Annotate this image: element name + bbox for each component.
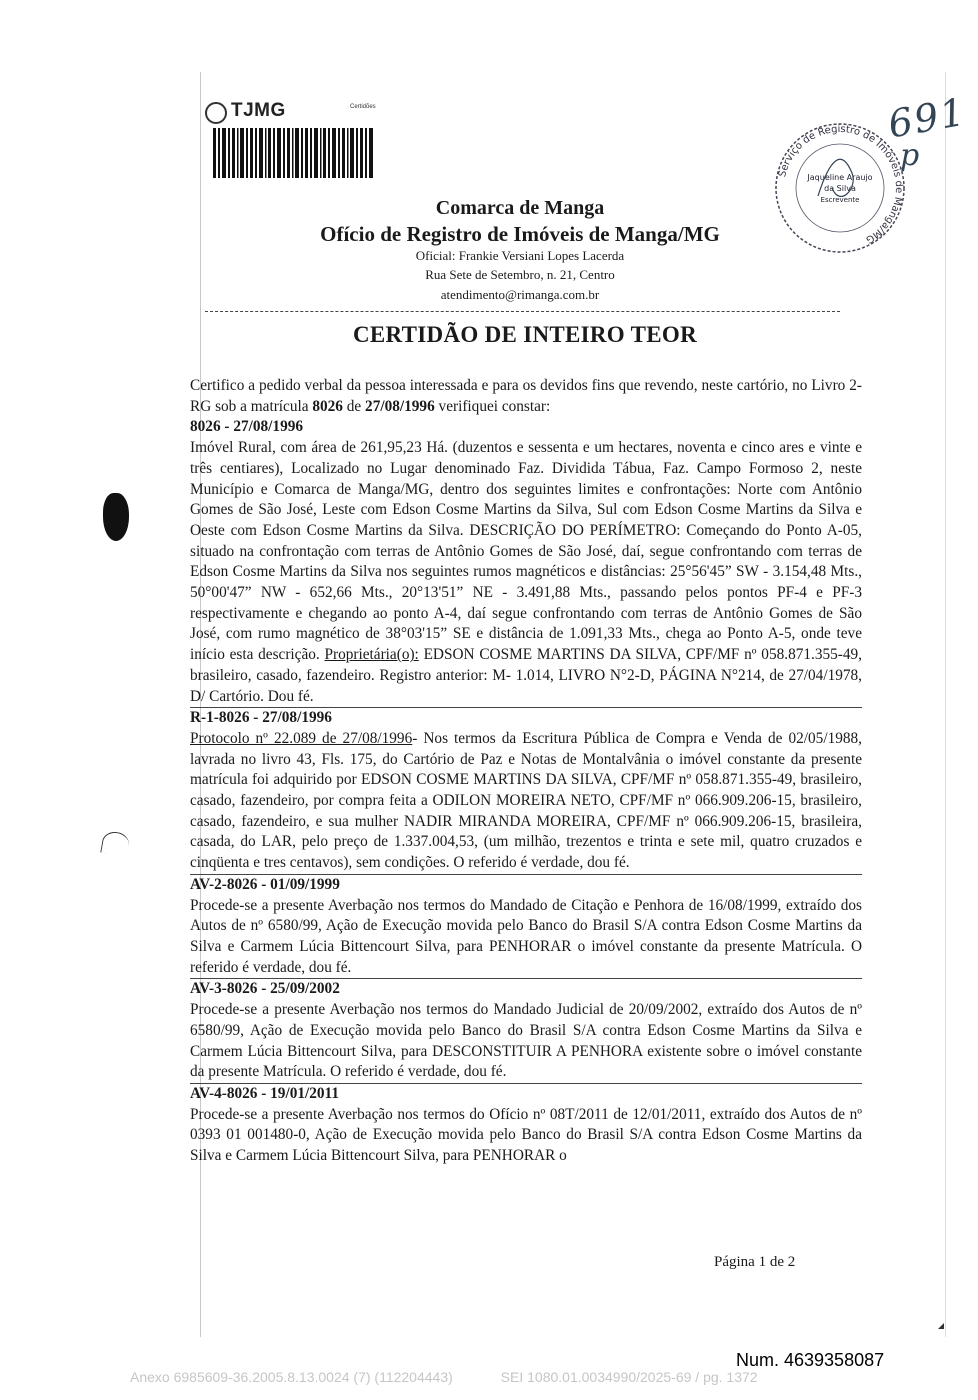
footer-anexo: Anexo 6985609-36.2005.8.13.0024 (7) (112204443) — [130, 1369, 453, 1385]
intro-text-end: verifiquei constar: — [434, 397, 551, 415]
r1-paragraph — [190, 729, 862, 875]
tjmg-seal-icon — [205, 102, 227, 124]
barcode-icon — [213, 128, 373, 178]
scan-edge-right — [945, 72, 946, 1337]
av3-paragraph: Procede-se a presente Averbação nos termos do Mandado Judicial de 20/09/2002, extraído dos Autos de nº 6580/99, Ação de Execução movida pelo Banco do Brasil S/A contra Edson Cosme Martins da Silva e Carmem Lúcia Bittencourt Silva, para DESCONSTITUIR A PENHORA existente sobre o imóvel constante da presente Matrícula. O referido é verdade, dou fé. — [190, 1000, 862, 1084]
handwritten-letter: p — [900, 138, 920, 173]
header-address: Rua Sete de Setembro, n. 21, Centro — [425, 267, 615, 282]
corner-mark — [938, 1323, 944, 1329]
intro-text-de: de — [342, 397, 366, 415]
scan-arc-mark — [100, 830, 131, 857]
tjmg-logo-caption: Certidões — [350, 104, 376, 110]
header-oficio: Ofício de Registro de Imóveis de Manga/MG — [320, 222, 720, 246]
intro-matricula-number: 8026 — [312, 397, 343, 415]
footer-watermark — [130, 1369, 758, 1385]
document-body — [190, 376, 862, 1167]
matricula-owner-label: Proprietária(o): — [324, 646, 419, 664]
document-num: Num. 4639358087 — [736, 1350, 885, 1370]
hole-punch-mark — [103, 493, 129, 541]
r1-heading: R-1-8026 - 27/08/1996 — [190, 709, 332, 727]
intro-paragraph — [190, 376, 862, 417]
av4-paragraph: Procede-se a presente Averbação nos termos do Ofício nº 08T/2011 de 12/01/2011, extraído dos Autos de nº 0393 01 001480-0, Ação de Execução movida pelo Banco do Brasil S/A contra Edson Cosme Martins da Silva e Carmem Lúcia Bittencourt Silva, para PENHORAR o — [190, 1105, 862, 1165]
matricula-heading: 8026 - 27/08/1996 — [190, 418, 304, 436]
svg-text:Jaqueline Araujo: Jaqueline Araujo — [807, 173, 873, 182]
svg-text:da Silva: da Silva — [824, 184, 856, 193]
svg-text:Escrevente: Escrevente — [820, 196, 860, 204]
svg-text:Serviço de Registro de Imóveis: Serviço de Registro de Imóveis de Manga/MG — [777, 123, 905, 246]
registry-stamp — [770, 118, 910, 258]
av2-paragraph: Procede-se a presente Averbação nos termos do Mandado de Citação e Penhora de 16/08/1999, extraído dos Autos de nº 6580/99, Ação de Execução movida pelo Banco do Brasil S/A contra Edson Cosme Martins da Silva e Carmem Lúcia Bittencourt Silva, para PENHORAR o imóvel constante da presente Matrícula. O referido é verdade, dou fé. — [190, 896, 862, 980]
intro-date: 27/08/1996 — [365, 397, 435, 415]
intro-text: Certifico a pedido verbal da pessoa interessada e para os devidos fins que revendo, neste cartório, no Livro 2-RG sob a matrícula — [190, 377, 862, 415]
header-email: atendimento@rimanga.com.br — [440, 287, 600, 302]
header-oficial: Oficial: Frankie Versiani Lopes Lacerda — [415, 248, 625, 263]
tjmg-logo — [205, 100, 380, 180]
handwritten-folio-number: 691 — [884, 89, 970, 147]
av4-heading: AV-4-8026 - 19/01/2011 — [190, 1084, 340, 1102]
matricula-paragraph — [190, 438, 862, 708]
r1-protocol: Protocolo nº 22.089 de 27/08/1996 — [190, 729, 413, 747]
matricula-text: Imóvel Rural, com área de 261,95,23 Há. (duzentos e sessenta e um hectares, noventa e cinco ares e vinte e três centiares), Localizado no Lugar denominado Faz. Dividida Tábua, Faz. Campo Formoso 2, neste Município e Comarca de Manga/MG, dentro dos seguintes limites e confrontações: Norte com Antônio Gomes de São José, Leste com Edson Cosme Martins da Silva, Sul com Edson Cosme Martins da Silva e Oeste com Edson Cosme Martins da Silva. DESCRIÇÃO DO PERÍMETRO: Começando do Ponto A-05, situado na confrontação com terras de Antônio Gomes de São José, daí, segue confrontando com terras de Edson Cosme Martins da Silva nos seguintes rumos magnéticos e distâncias: 25°56'45” SW - 3.154,48 Mts., 50°00'47” NW - 652,66 Mts., 20°13'51” NE - 3.491,88 Mts., passando pelos pontos PF-4 e PF-3 respectivamente e chegando ao ponto A-4, daí segue confrontando com terras de Antônio Gomes de São José, com rumo magnético de 38°03'15” SE e distância de 1.091,33 Mts., chega ao Ponto A-5, onde teve início esta descrição. — [190, 439, 862, 664]
av2-heading: AV-2-8026 - 01/09/1999 — [190, 875, 340, 893]
document-title: CERTIDÃO DE INTEIRO TEOR — [352, 322, 697, 347]
r1-text: - Nos termos da Escritura Pública de Compra e Venda de 02/05/1988, lavrada no livro 43, Fls. 175, do Cartório de Paz e Notas de Montalvânia o imóvel constante da presente matrícula foi adquirido por EDSON COSME MARTINS DA SILVA, CPF/MF nº 058.871.355-49, brasileiro, casado, fazendeiro, por compra feita a ODILON MOREIRA NETO, CPF/MF nº 066.909.206-15, brasileiro, casado, fazendeiro, e sua mulher NADIR MIRANDA MOREIRA, CPF/MF nº 066.909.206-15, brasileira, casada, do LAR, pelo preço de 1.337.004,53, (um milhão, trezentos e trinta e sete mil, quatro cruzados e cinqüenta e tres centavos), sem condições. O referido é verdade, dou fé. — [190, 729, 862, 872]
header-comarca: Comarca de Manga — [435, 197, 605, 219]
av3-heading: AV-3-8026 - 25/09/2002 — [190, 980, 340, 998]
tjmg-logo-text: TJMG — [231, 100, 286, 121]
page-number: Página 1 de 2 — [714, 1254, 796, 1270]
footer-sei: SEI 1080.01.0034990/2025-69 / pg. 1372 — [500, 1369, 758, 1385]
dashed-divider — [205, 311, 840, 312]
matricula-owner-text: EDSON COSME MARTINS DA SILVA, CPF/MF nº 058.871.355-49, brasileiro, casado, fazendeiro. Registro anterior: M- 1.014, LIVRO N°2-D, PÁGINA N°214, de 27/04/1978, D/ Cartório. Dou fé. — [190, 646, 862, 705]
